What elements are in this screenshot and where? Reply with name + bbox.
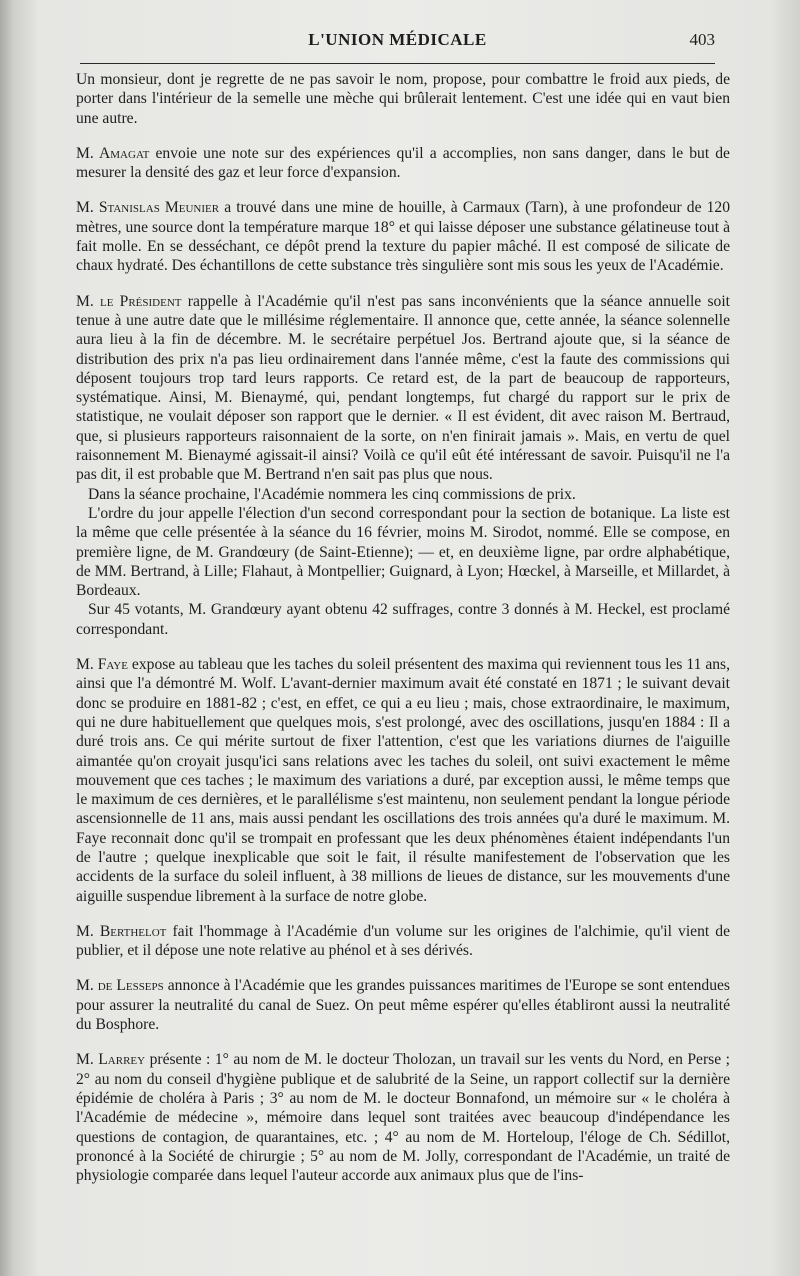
paragraph-text: envoie une note sur des expériences qu'il a accomplies, non sans danger, dans le but de mesurer la densité des gaz et leur force d'expansion. xyxy=(76,144,730,182)
paragraph xyxy=(76,70,730,128)
paragraph xyxy=(76,504,730,600)
paragraph-text: expose au tableau que les taches du soleil présentent des maxima qui reviennent tous les 11 ans, ainsi que l'a démontré M. Wolf. L'avant-dernier maximum avait été constaté en 1871 ; le suivant devait donc se produire en 1881-82 ; c'est, en effet, ce qui a eu lieu ; mais, chose extraordinaire, le maximum, qui ne dure habituellement que quelques mois, s'est prolongé, avec des oscillations, jusqu'en 1884 : Il a duré trois ans. Ce qui mérite surtout de fixer l'attention, c'est que les variations diurnes de l'aiguille aimantée qu'on croyait jusqu'ici sans relations avec les taches du soleil, ont suivi exactement le même mouvement que ces taches ; le maximum des variations a duré, par exception aussi, le même temps que le maximum de ces dernières, et le parallélisme s'est maintenu, non seulement pendant la longue période ascensionnelle de 11 ans, mais aussi pendant les oscillations des trois années qu'a duré le maximum. M. Faye reconnait donc qu'il se trompait en professant que les deux phénomènes étaient indépendants l'un de l'autre ; quelque inexplicable que soit le fait, il résulte manifestement de l'observation que les accidents de la surface du soleil influent, à 38 millions de lieues de distance, sur les mouvements d'une aiguille suspendue librement à la surface de notre globe. xyxy=(76,656,731,905)
body-text xyxy=(76,70,730,1185)
paragraph xyxy=(76,976,730,1034)
speaker-name: M. Amagat xyxy=(76,144,150,162)
speaker-name: M. le Président xyxy=(76,292,182,310)
speaker-name: M. Faye xyxy=(76,656,128,674)
paragraph xyxy=(76,922,730,961)
paragraph xyxy=(76,292,730,485)
paragraph-text: a trouvé dans une mine de houille, à Carmaux (Tarn), à une profondeur de 120 mètres, une source dont la température marque 18° et qui laisse déposer une substance gélatineuse tout à fait molle. En se desséchant, ce dépôt prend la texture du papier mâché. Il est composé de silicate de chaux hydraté. Des échantillons de cette substance très singulière sont mis sous les yeux de l'Académie. xyxy=(76,199,730,275)
header-rule xyxy=(80,63,715,64)
paragraph-text: Dans la séance prochaine, l'Académie nommera les cinq commissions de prix. xyxy=(88,485,576,503)
speaker-name: M. Stanislas Meunier xyxy=(76,199,220,217)
speaker-name: M. de Lesseps xyxy=(76,977,164,995)
page-header xyxy=(80,30,715,56)
paragraph-text: Sur 45 votants, M. Grandœury ayant obtenu 42 suffrages, contre 3 donnés à M. Heckel, est proclamé correspondant. xyxy=(76,601,730,638)
paragraph xyxy=(76,1050,730,1185)
paragraph xyxy=(76,144,730,183)
paragraph-text: présente : 1° au nom de M. le docteur Tholozan, un travail sur les vents du Nord, en Perse ; 2° au nom du conseil d'hygiène publique et de salubrité de la Seine, un rapport collectif sur la dernière épidémie de choléra à Paris ; 3° au nom de M. le docteur Bonnafond, un mémoire sur « le choléra à l'Académie de médecine », mémoire dans lequel sont traitées avec beaucoup d'indépendance les questions de contagion, de quarantaines, etc. ; 4° au nom de M. Horteloup, l'éloge de Ch. Sédillot, prononcé à la Société de chirurgie ; 5° au nom de M. Jolly, correspondant de l'Académie, un traité de physiologie comparée dans lequel l'auteur accorde aux animaux plus que de l'ins- xyxy=(76,1051,731,1185)
paragraph xyxy=(76,655,730,906)
running-title: L'UNION MÉDICALE xyxy=(308,30,487,49)
speaker-name: M. Berthelot xyxy=(76,922,167,940)
paragraph-text: L'ordre du jour appelle l'élection d'un second correspondant pour la section de botanique. La liste est la même que celle présentée à la séance du 16 février, moins M. Sirodot, nommé. Elle se compose, en première ligne, de M. Grandœury (de Saint-Etienne); — et, en deuxième ligne, par ordre alphabétique, de MM. Bertrand, à Lille; Flahaut, à Montpellier; Guignard, à Lyon; Hœckel, à Marseille, et Millardet, à Bordeaux. xyxy=(76,504,730,600)
paragraph-text: rappelle à l'Académie qu'il n'est pas sans inconvénients que la séance annuelle soit tenue à une autre date que le millésime réglementaire. Il annonce que, cette année, la séance solennelle aura lieu à la fin de décembre. M. le secrétaire perpétuel Jos. Bertrand ajoute que, si la séance de distribution des prix n'a pas lieu ordinairement dans l'année même, c'est la faute des commissions qui déposent toujours trop tard leurs rapports. Ce retard est, de la part de beaucoup de rapporteurs, systématique. Ainsi, M. Bienaymé, qui, pendant longtemps, fut chargé du rapport sur le prix de statistique, ne voulait déposer son rapport que le dernier. « Il est évident, dit avec raison M. Bertraud, que, si plusieurs rapporteurs raisonnaient de la sorte, on n'en finirait jamais ». Mais, en vertu de quel raisonnement M. Bienaymé agissait-il ainsi? Voilà ce qu'il eût été intéressant de savoir. Puisqu'il ne l'a pas dit, il est probable que M. Bertrand n'en sait pas plus que nous. xyxy=(76,292,730,484)
paragraph-text: annonce à l'Académie que les grandes puissances maritimes de l'Europe se sont entendues pour assurer la neutralité du canal de Suez. On peut même espérer qu'elles établiront aussi la neutralité du Bosphore. xyxy=(76,977,730,1034)
paragraph xyxy=(76,198,730,275)
paragraph-text: Un monsieur, dont je regrette de ne pas savoir le nom, propose, pour combattre le froid aux pieds, de porter dans l'intérieur de la semelle une mèche qui brûlerait lentement. C'est une idée qui en vaut bien une autre. xyxy=(76,71,730,127)
page-number: 403 xyxy=(689,30,715,49)
paragraph-text: fait l'hommage à l'Académie d'un volume sur les origines de l'alchimie, qu'il vient de publier, et il dépose une note relative au phénol et à ses dérivés. xyxy=(76,922,730,960)
speaker-name: M. Larrey xyxy=(76,1051,146,1069)
paragraph xyxy=(76,600,730,639)
paragraph xyxy=(76,485,730,504)
